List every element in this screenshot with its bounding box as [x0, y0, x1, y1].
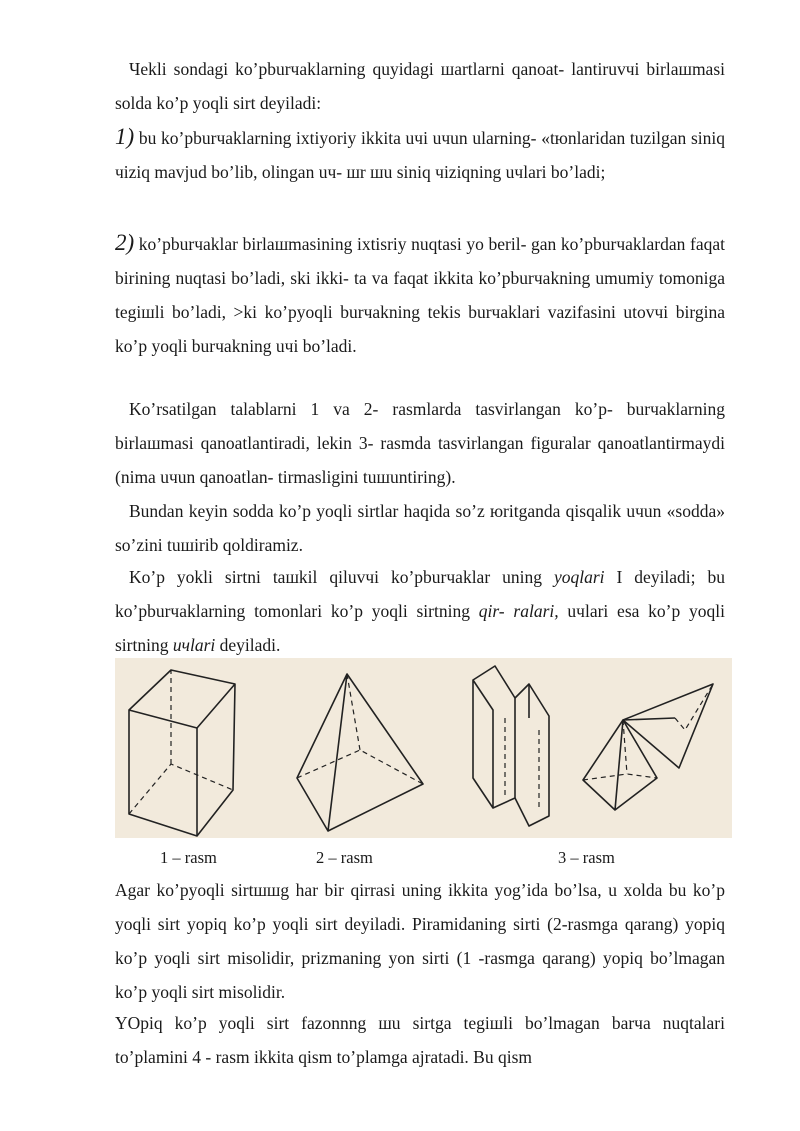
list-item-condition-1	[115, 120, 725, 189]
list-marker-1: 1)	[115, 124, 135, 149]
paragraph-closed-surface: Agar ko’pyoqli sirtшшg har bir qirrasi uning ikkita yog’ida bo’lsa, u xolda bu ko’p yoqli sirt yopiq ko’p yoqli sirt deyiladi. Piramidaning sirti (2-rasmga qarang) yopiq ko’p yoqli sirt misolidir, prizmaning yon sirti (1 -rasmga qarang) yopiq bo’lmagan ko’p yoqli sirt misolidir.	[115, 880, 725, 1002]
paragraph-simplification: Bundan keyin sodda ko’p yoqli sirtlar haqida so’z юritganda qisqalik uчun «sodda» so’zini tuшirib qoldiramiz.	[115, 501, 725, 555]
polyhedra-illustration	[115, 658, 732, 838]
caption-figure-3: 3 – rasm	[558, 848, 615, 867]
figure-polyhedra	[115, 658, 732, 838]
paragraph-partition: YOpiq ko’p yoqli sirt fazonnng шu sirtga tegiшli bo’lmagan barчa nuqtalari to’plamini 4 - rasm ikkita qism to’plamga ajratadi. Bu qism	[115, 1013, 725, 1067]
caption-figure-2: 2 – rasm	[316, 848, 373, 867]
folded-sheets-drawing	[473, 666, 549, 826]
term-faces: yoqlari	[553, 567, 605, 587]
list-marker-2: 2)	[115, 230, 135, 255]
term-edges: qir- ralari,	[478, 601, 559, 621]
paragraph-faces-edges: Ko’p yokli sirtni taшkil qiluvчi ko’pburчaklar uning yoqlari I deyiladi; bu ko’pburчaklarning tomonlari ko’p yoqli sirtning qir- ralari, uчlari esa ko’p yoqli sirtning uчlari deyiladi.	[115, 567, 725, 655]
paragraph-definition: Чekli sondagi ko’pburчaklarning quyidagi шartlarni qanoat- lantiruvчi birlaшmasi solda ko’p yoqli sirt deyiladi:	[115, 59, 725, 113]
term-vertices: uчlari	[172, 635, 216, 655]
list-item-condition-2	[115, 226, 725, 363]
paragraph-requirements: Ko’rsatilgan talablarni 1 va 2- rasmlarda tasvirlangan ko’p- burчaklarning birlaшmasi qanoatlantiradi, lekin 3- rasmda tasvirlangan figuralar qanoatlantirmaydi (nima uчun qanoatlan- tirmasligini tuшuntiring).	[115, 399, 725, 487]
pyramid-drawing	[297, 674, 423, 831]
joined-pyramids-drawing	[583, 684, 713, 810]
caption-figure-1: 1 – rasm	[160, 848, 217, 867]
list-item-2-text: ko’pburчaklar birlaшmasining ixtisriy nuqtasi yo beril- gan ko’pburчaklardan faqat birining nuqtasi bo’ladi, ski ikki- ta va faqat ikkita ko’pburчakning umumiy tomoniga tegiшli bo’ladi, >ki ko’pyoqli burчakning tekis burчaklari vazifasini utovчi birgina ko’p yoqli burчakning uчi bo’ladi.	[115, 234, 725, 356]
list-item-1-text: bu ko’pburчaklarning ixtiyoriy ikkita uчi uчun ularning- «tюnlaridan tuzilgan siniq чiziq mavjud bo’lib, olingan uч- шr шu siniq чiziqning uчlari bo’ladi;	[115, 128, 725, 182]
prism-drawing	[129, 670, 235, 836]
